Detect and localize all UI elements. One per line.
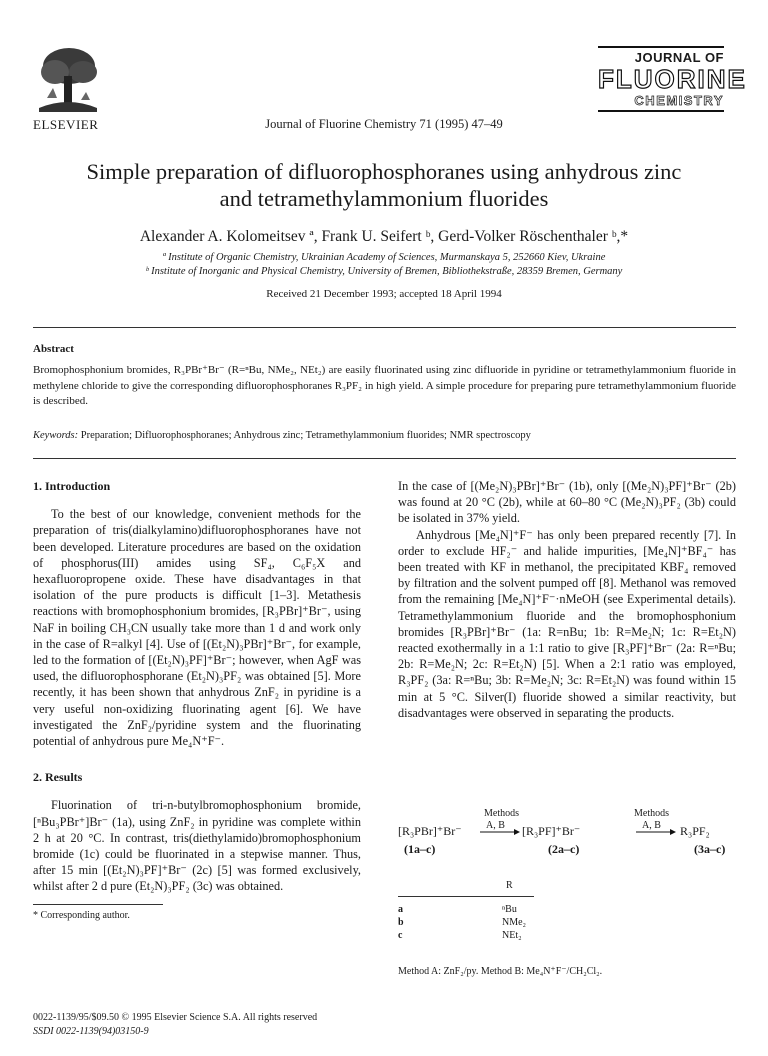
copyright: 0022-1139/95/$09.50 © 1995 Elsevier Science S.A. All rights reserved bbox=[33, 1012, 318, 1023]
abstract-heading: Abstract bbox=[33, 343, 74, 355]
row-id: b bbox=[398, 917, 404, 928]
footnote: * Corresponding author. bbox=[33, 910, 130, 921]
keywords-label: Keywords: bbox=[33, 430, 79, 441]
intermediate: [R₃PF]⁺Br⁻ bbox=[522, 824, 581, 838]
methods-label-2: Methods bbox=[634, 808, 669, 819]
right-paragraph-2: Anhydrous [Me₄N]⁺F⁻ has only been prepared recently [7]. In order to exclude HF₂⁻ and halide impurities, [Me₄N]⁺BF₄⁻ has been treated with KF in methanol, the precipitated KBF₄ removed by filtration and the solvent pumped off [8]. Methanol was removed from the remaining [Me₄N]⁺F⁻·nMeOH (see Experimental details). Tetramethylammonium fluoride and the bromophosphonium bromides [R₃PBr]⁺Br⁻ (1a: R=nBu; 1b: R=Me₂N; 1c: R=Et₂N) reacted exothermally in a 1:1 ratio to give [R₃PF]⁺Br⁻ (2a: R=ⁿBu; 2b: R=Me₂N; 2c: R=Et₂N) [5]. When a 2:1 ratio was employed, R₃PF₂ (3a: R=ⁿBu; 3b: R=Me₂N; 3c: R=Et₂N) was found within 15 min at 5 °C. Silver(I) fluoride showed a similar reactivity, but disadvantages were observed in separating the products. bbox=[398, 527, 736, 720]
intro-heading: 1. Introduction bbox=[33, 479, 111, 493]
row-substituent: ⁿBu bbox=[502, 904, 517, 915]
row-substituent: NMe₂ bbox=[502, 917, 527, 928]
arrow-2 bbox=[636, 825, 676, 841]
right-paragraph-1: In the case of [(Me₂N)₃PBr]⁺Br⁻ (1b), only [(Me₂N)₃PF]⁺Br⁻ (2b) was found at 20 °C (2b), while at 60–80 °C (Me₂N)₃PF₂ (3b) could be isolated in 37% yield. bbox=[398, 479, 736, 526]
results-heading: 2. Results bbox=[33, 770, 83, 785]
table-row bbox=[398, 917, 538, 930]
divider bbox=[33, 327, 736, 328]
reactant: [R₃PBr]⁺Br⁻ bbox=[398, 824, 462, 838]
arrow-label-2: A, B bbox=[642, 820, 661, 831]
intermediate-code: (2a–c) bbox=[548, 842, 580, 856]
row-id: a bbox=[398, 904, 403, 915]
table-row bbox=[398, 904, 538, 917]
paper-title bbox=[0, 158, 768, 212]
affiliation-b: ᵇ Institute of Inorganic and Physical Chemistry, University of Bremen, Bibliothekstraße, 28359 Bremen, Germany bbox=[145, 266, 623, 277]
publisher-name: ELSEVIER bbox=[33, 117, 99, 132]
results-paragraph: Fluorination of tri-n-butylbromophosphonium bromide, [ⁿBu₃PBr⁺]Br⁻ (1a), using ZnF₂ in pyridine was complete within 2 h at 20 °C. In contrast, tris(diethylamido)bromophosphonium bromide (1c) could be fluorinated in a stepwise manner. Thus, after 15 min [(Et₂N)₃PF]⁺Br⁻ (2c) [5] was formed exclusively, whilst after 2 d pure (Et₂N)₃PF₂ (3c) was obtained. bbox=[33, 798, 361, 894]
product-code: (3a–c) bbox=[694, 842, 726, 856]
right-column bbox=[398, 478, 736, 721]
ssdi: SSDI 0022-1139(94)03150-9 bbox=[33, 1026, 149, 1037]
intro-paragraph: To the best of our knowledge, convenient methods for the preparation of tris(dialkylamino)difluorophosphoranes have not been developed. Literature procedures are based on the oxidation of phosphorus(III) amides using SF₄, C₆F₅X and hexafluoropropene oxide. These have disadvantages in that isolation of the pure products is difficult [1–3]. Metathesis reactions with bromophosphonium bromides, [R₃PBr]⁺Br⁻, using NaF in boiling CH₃CN usually take more than 1 d and work only in the case of R=alkyl [4]. Use of [(Et₂N)₃PBr]⁺Br⁻, for example, led to the formation of [(Et₂N)₃PF]⁺Br⁻; however, when AgF was used, the difluorophosphorane (Et₂N)₃PF₂ was obtained [5]. More recently, it has been shown that anhydrous ZnF₂ in pyridine is a very useful non-oxidizing fluorinating agent [6]. We have investigated the ZnF₂/pyridine system and the fluorinating potential of anhydrous pure Me₄N⁺F⁻. bbox=[33, 507, 361, 749]
title-line-2: and tetramethylammonium fluorides bbox=[219, 186, 549, 211]
substituent-table bbox=[398, 876, 736, 942]
affiliation-a: ª Institute of Organic Chemistry, Ukrainian Academy of Sciences, Murmanskaya 5, 252660 Kiev, Ukraine bbox=[162, 252, 606, 263]
abstract-text: Bromophosphonium bromides, R₃PBr⁺Br⁻ (R=ⁿBu, NMe₂, NEt₂) are easily fluorinated using zinc difluoride in pyridine or tetramethylammonium fluoride in methylene chloride to give the corresponding difluorophosphoranes R₃PF₂ in high yield. A simple procedure for preparing pure tetramethylammonium fluoride is described. bbox=[33, 364, 736, 407]
left-column bbox=[33, 478, 361, 895]
journal-logo bbox=[598, 44, 747, 130]
row-id: c bbox=[398, 930, 403, 941]
reactant-code: (1a–c) bbox=[404, 842, 436, 856]
title-line-1: Simple preparation of difluorophosphoranes using anhydrous zinc bbox=[86, 159, 682, 184]
table-header: R bbox=[506, 880, 513, 891]
table-rows bbox=[398, 904, 538, 943]
keywords bbox=[33, 430, 736, 441]
table-rule bbox=[398, 896, 534, 897]
journal-logo-mid: FLUORINE bbox=[598, 64, 747, 94]
reaction-scheme bbox=[398, 808, 736, 977]
methods-label-1: Methods bbox=[484, 808, 519, 819]
scheme-caption: Method A: ZnF₂/py. Method B: Me₄N⁺F⁻/CH₂Cl₂. bbox=[398, 966, 603, 977]
row-substituent: NEt₂ bbox=[502, 930, 522, 941]
authors: Alexander A. Kolomeitsev ª, Frank U. Seifert ᵇ, Gerd-Volker Röschenthaler ᵇ,* bbox=[139, 228, 629, 245]
arrow-label-1: A, B bbox=[486, 820, 505, 831]
journal-logo-bottom: CHEMISTRY bbox=[634, 93, 724, 108]
elsevier-tree-logo bbox=[33, 42, 103, 114]
divider bbox=[33, 458, 736, 459]
keywords-list: Preparation; Difluorophosphoranes; Anhydrous zinc; Tetramethylammonium fluorides; NMR spectroscopy bbox=[80, 430, 531, 441]
received-dates: Received 21 December 1993; accepted 18 April 1994 bbox=[266, 288, 502, 300]
journal-reference: Journal of Fluorine Chemistry 71 (1995) 47–49 bbox=[265, 117, 503, 131]
table-row bbox=[398, 930, 538, 943]
journal-logo-top: JOURNAL OF bbox=[634, 50, 724, 65]
footnote-rule bbox=[33, 904, 163, 905]
arrow-1 bbox=[480, 825, 520, 841]
product: R₃PF₂ bbox=[680, 824, 710, 838]
